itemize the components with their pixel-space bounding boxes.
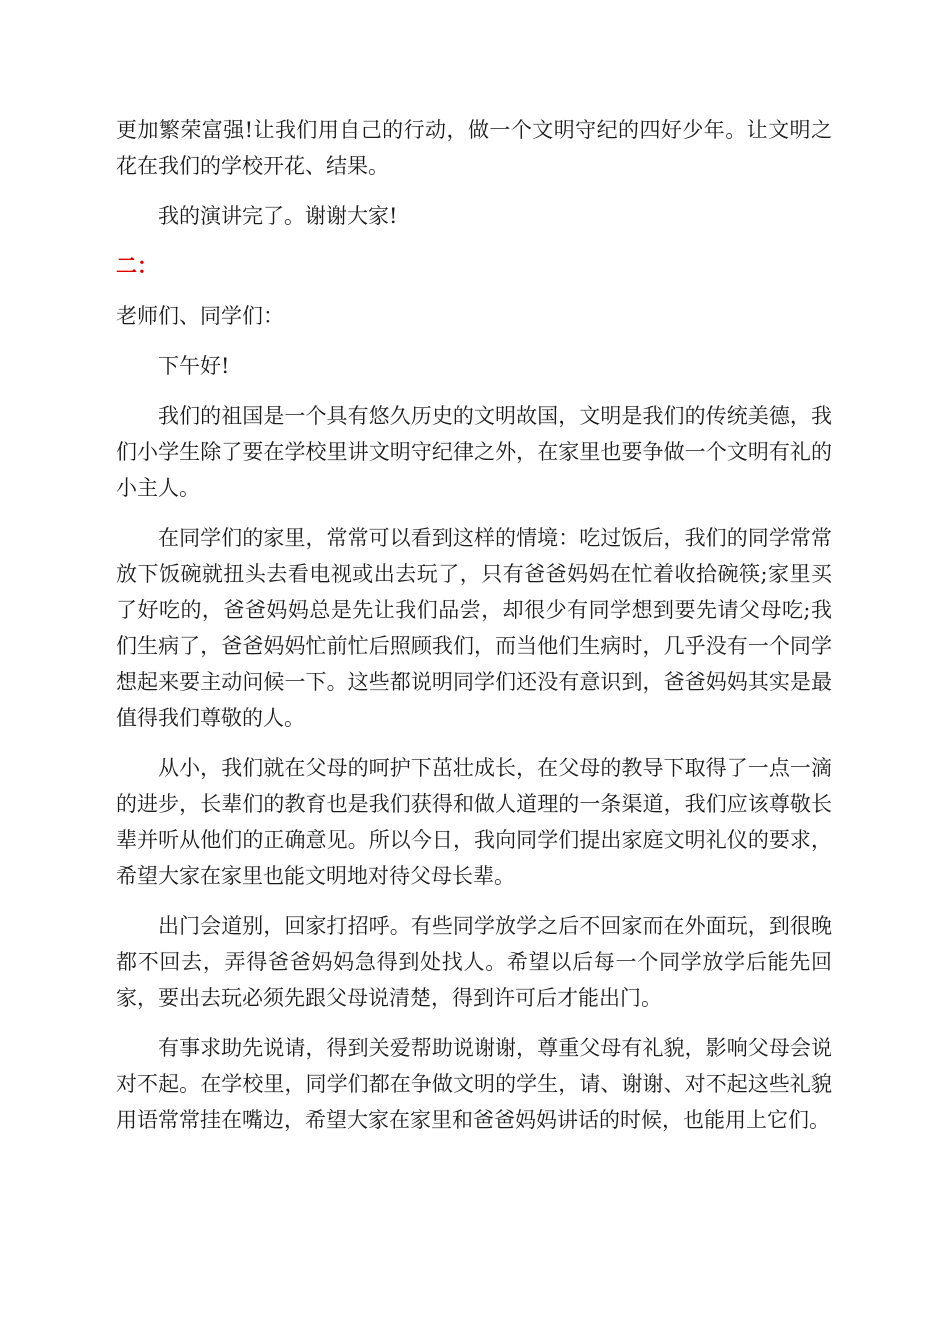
- body-paragraph: 从小，我们就在父母的呵护下茁壮成长，在父母的教导下取得了一点一滴的进步，长辈们的教育也是我们获得和做人道理的一条渠道，我们应该尊敬长辈并听从他们的正确意见。所以今日，我向同学们提出家庭文明礼仪的要求，希望大家在家里也能文明地对待父母长辈。: [116, 756, 832, 888]
- body-paragraph: 出门会道别，回家打招呼。有些同学放学之后不回家而在外面玩，到很晚都不回去，弄得爸爸妈妈急得到处找人。希望以后每一个同学放学后能先回家，要出去玩必须先跟父母说清楚，得到许可后才能出门。: [116, 914, 832, 1010]
- body-paragraph: 在同学们的家里，常常可以看到这样的情境：吃过饭后，我们的同学常常放下饭碗就扭头去看电视或出去玩了，只有爸爸妈妈在忙着收拾碗筷;家里买了好吃的，爸爸妈妈总是先让我们品尝，却很少有同学想到要先请父母吃;我们生病了，爸爸妈妈忙前忙后照顾我们，而当他们生病时，几乎没有一个同学想起来要主动问候一下。这些都说明同学们还没有意识到，爸爸妈妈其实是最值得我们尊敬的人。: [116, 526, 832, 730]
- greeting: 下午好!: [158, 354, 230, 378]
- continuation-paragraph: 更加繁荣富强!让我们用自己的行动，做一个文明守纪的四好少年。让文明之花在我们的学校开花、结果。: [116, 118, 832, 178]
- closing-paragraph: 我的演讲完了。谢谢大家!: [158, 204, 398, 228]
- body-paragraph: 我们的祖国是一个具有悠久历史的文明故国，文明是我们的传统美德，我们小学生除了要在学校里讲文明守纪律之外，在家里也要争做一个文明有礼的小主人。: [116, 404, 832, 500]
- document-page: [116, 112, 832, 1152]
- body-paragraph: 有事求助先说请，得到关爱帮助说谢谢，尊重父母有礼貌，影响父母会说对不起。在学校里，同学们都在争做文明的学生，请、谢谢、对不起这些礼貌用语常常挂在嘴边，希望大家在家里和爸爸妈妈讲话的时候，也能用上它们。: [116, 1036, 832, 1132]
- section-heading: 二：: [116, 254, 158, 278]
- salutation: 老师们、同学们：: [116, 304, 284, 328]
